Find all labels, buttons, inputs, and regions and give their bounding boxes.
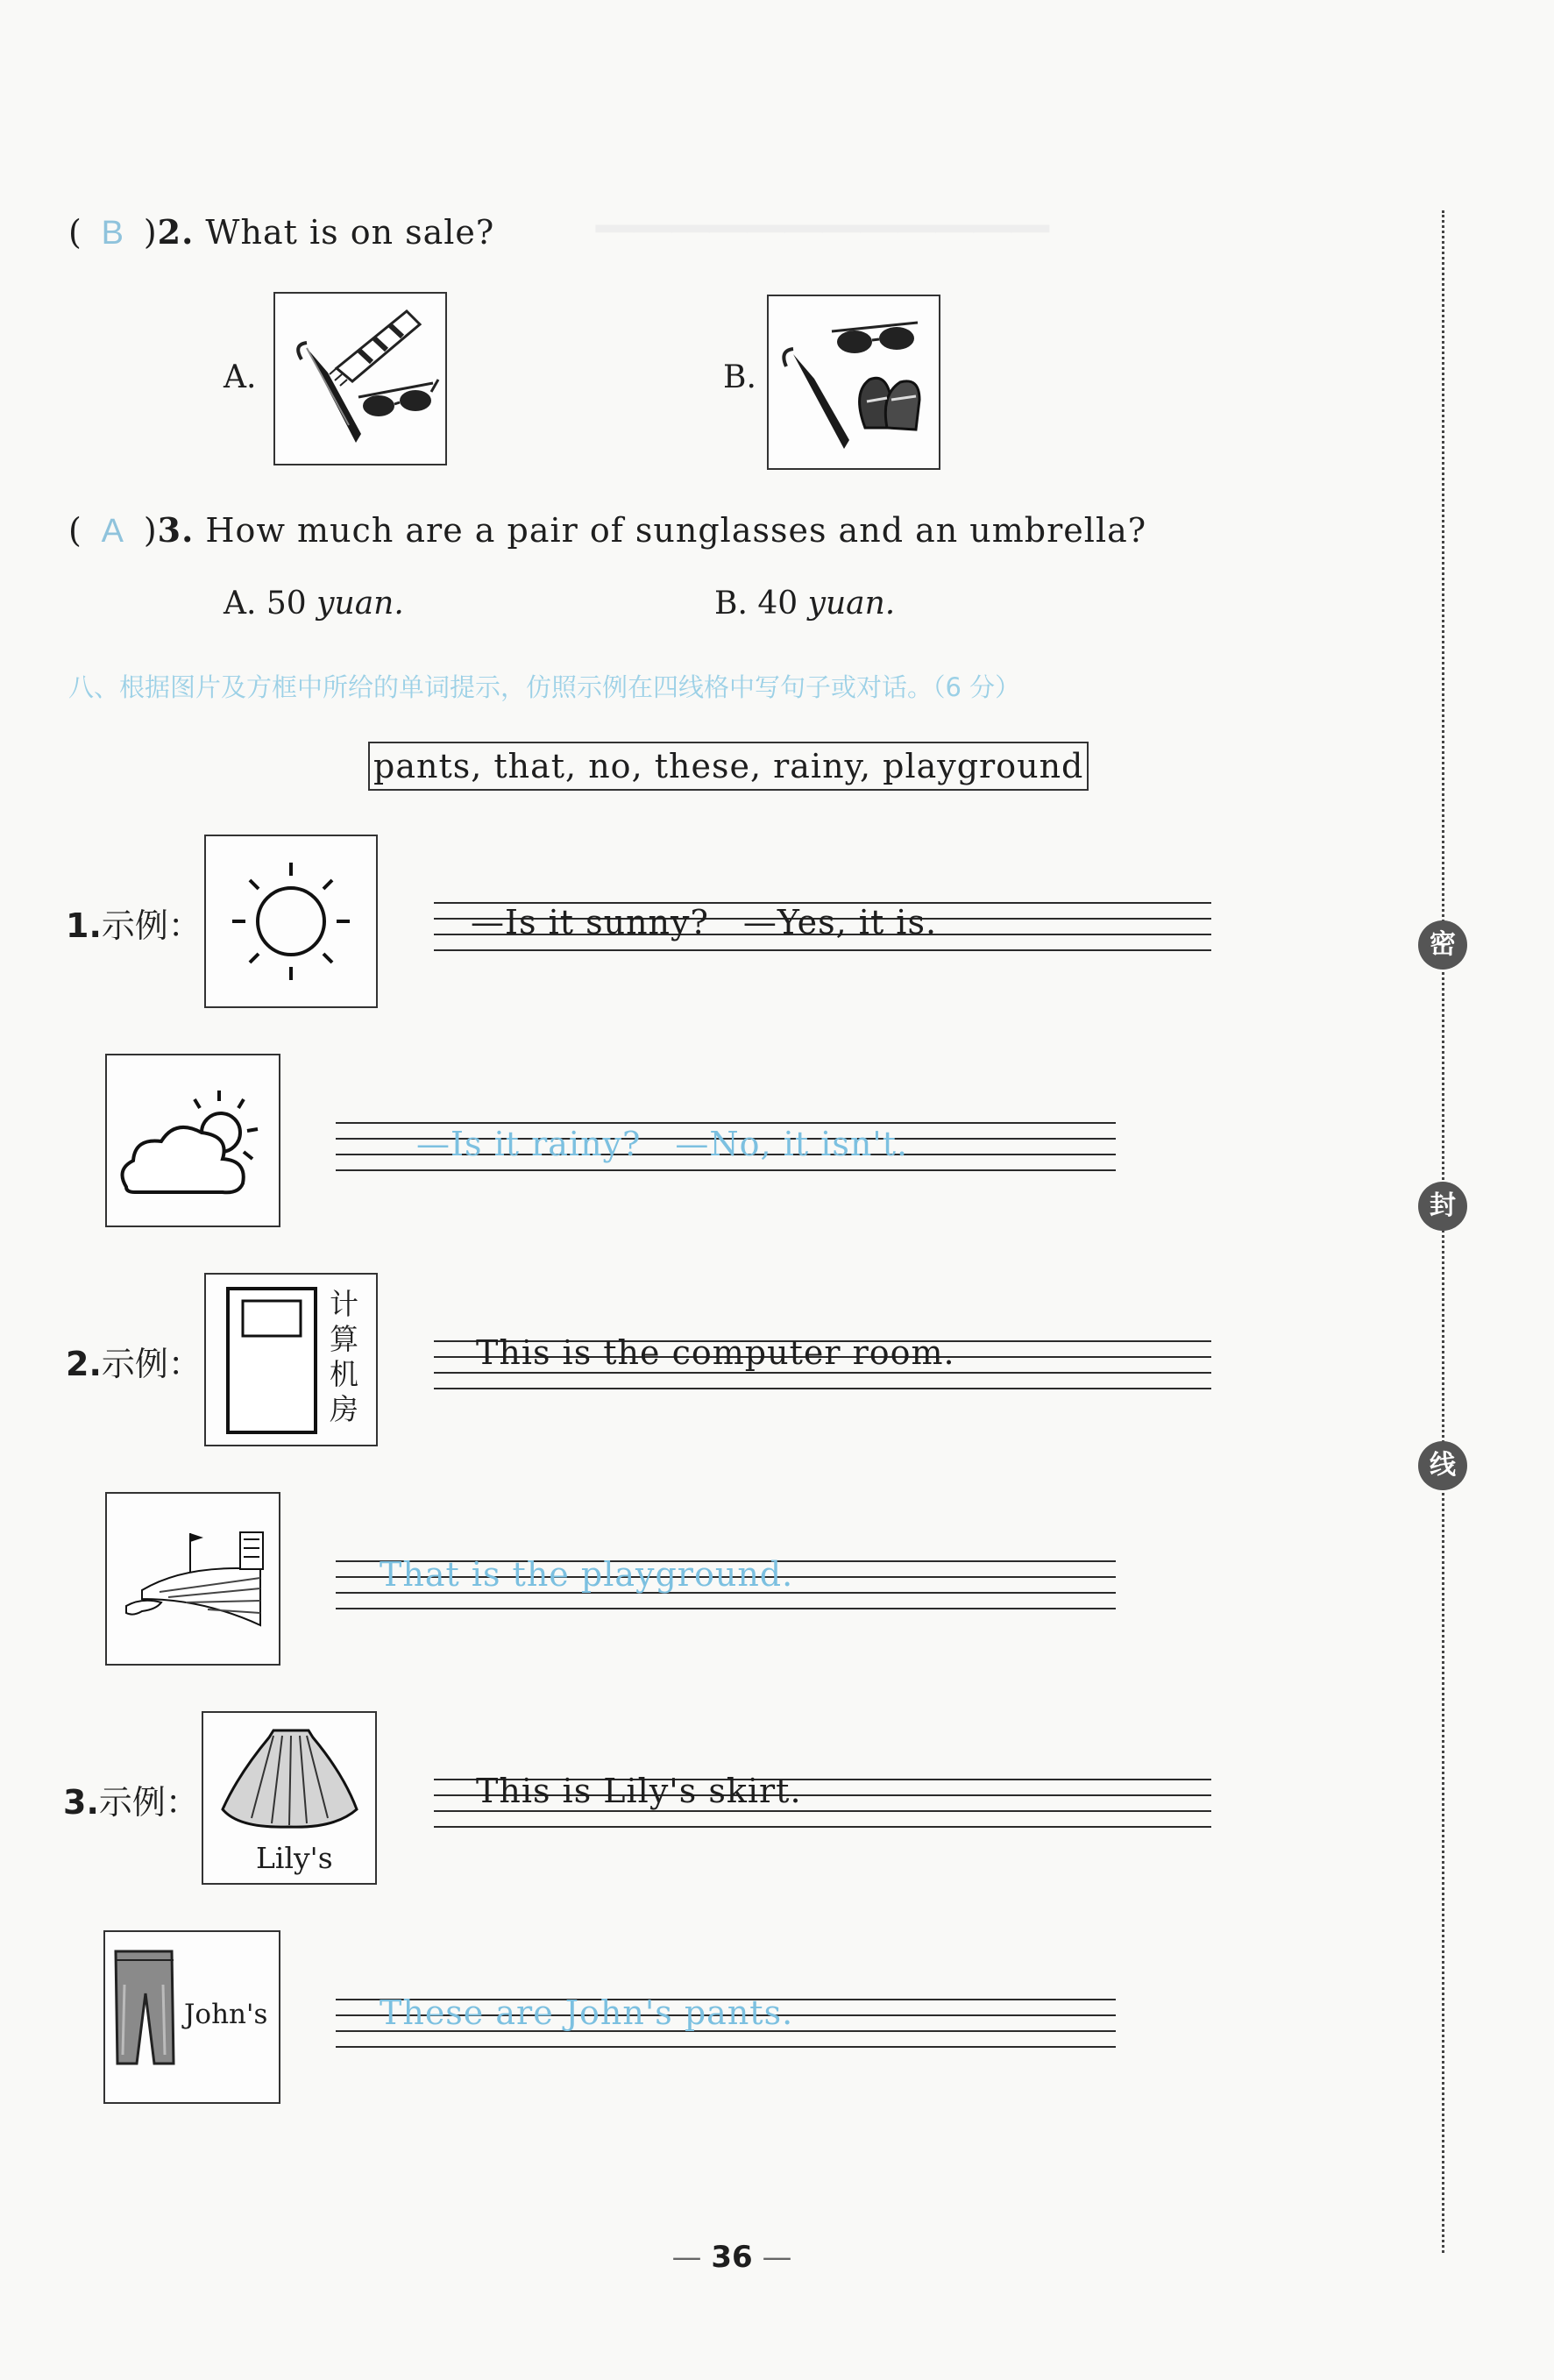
word-box: pants, that, no, these, rainy, playground [368, 742, 1089, 791]
pants-icon [105, 1932, 184, 2102]
john-caption: John's [184, 1999, 268, 2030]
mittens-icon [860, 378, 919, 430]
example-3-writing-lines [434, 1772, 1211, 1837]
scarf-icon [330, 311, 420, 386]
example-1-writing-lines [434, 899, 1211, 960]
question-3: ( A )3. How much are a pair of sunglasses and an umbrella? [68, 510, 1147, 550]
sun-icon [206, 836, 376, 1006]
q2-option-b-label: B. [723, 359, 756, 395]
answer-2-writing-lines [336, 1557, 1116, 1618]
rainy-picture [105, 1054, 280, 1227]
answer-2-sentence: That is the playground. [380, 1555, 794, 1594]
show-through-text: ▔▔▔▔▔▔▔▔▔▔▔▔ [596, 226, 1049, 283]
item-3-label: 3.示例： [63, 1783, 199, 1822]
item-1-label: 1.示例： [66, 906, 202, 945]
seal-feng: 封 [1418, 1182, 1467, 1231]
seal-xian: 线 [1418, 1441, 1467, 1490]
sunglasses-icon [358, 380, 438, 416]
example-1-sentence: —Is it sunny? —Yes, it is. [471, 903, 938, 941]
question-2-number: 2. [157, 212, 195, 252]
playground-picture [105, 1492, 280, 1666]
lily-skirt-picture [202, 1711, 377, 1885]
q2-option-a-label: A. [224, 359, 257, 395]
section-8-title: 八、根据图片及方框中所给的单词提示，仿照示例在四线格中写句子或对话。（6 分） [68, 672, 1021, 702]
question-3-number: 3. [157, 510, 195, 550]
example-2-sentence: This is the computer room. [476, 1333, 955, 1372]
answer-3-writing-lines [336, 1995, 1116, 2057]
answer-1-writing-lines [336, 1119, 1116, 1180]
answer-3-sentence: These are John's pants. [380, 1993, 794, 2032]
sunny-picture [204, 835, 378, 1008]
lily-caption: Lily's [256, 1841, 333, 1875]
umbrella-icon [784, 349, 849, 449]
sign-text: 计 算 机 房 [330, 1287, 358, 1426]
pointing-hand-icon [126, 1601, 161, 1615]
q3-option-b: B. 40 yuan. [714, 586, 896, 622]
question-2-text: What is on sale? [205, 213, 495, 252]
example-3-sentence: This is Lily's skirt. [476, 1772, 802, 1810]
question-2: ( B )2. What is on sale? [68, 212, 495, 252]
q2-option-b-image [767, 295, 940, 470]
seal-mi: 密 [1418, 920, 1467, 970]
example-2-writing-lines [434, 1333, 1211, 1398]
computer-room-sign-picture [204, 1273, 378, 1446]
john-pants-picture [103, 1930, 280, 2104]
q2-option-a-image [273, 292, 447, 465]
answer-q2: B [101, 215, 124, 252]
skirt-icon [203, 1713, 375, 1844]
cloud-sun-icon [107, 1055, 279, 1226]
item-2-label: 2.示例： [66, 1345, 202, 1383]
q3-option-a: A. 50 yuan. [224, 586, 404, 622]
binding-dashed-line [1442, 210, 1444, 2253]
sunglasses-icon [832, 323, 918, 353]
answer-q3: A [101, 513, 124, 550]
answer-1-sentence: —Is it rainy? —No, it isn't. [416, 1125, 909, 1163]
playground-icon [107, 1494, 279, 1664]
question-3-text: How much are a pair of sunglasses and an umbrella? [205, 511, 1147, 550]
page-number: — 36 — [671, 2240, 792, 2275]
